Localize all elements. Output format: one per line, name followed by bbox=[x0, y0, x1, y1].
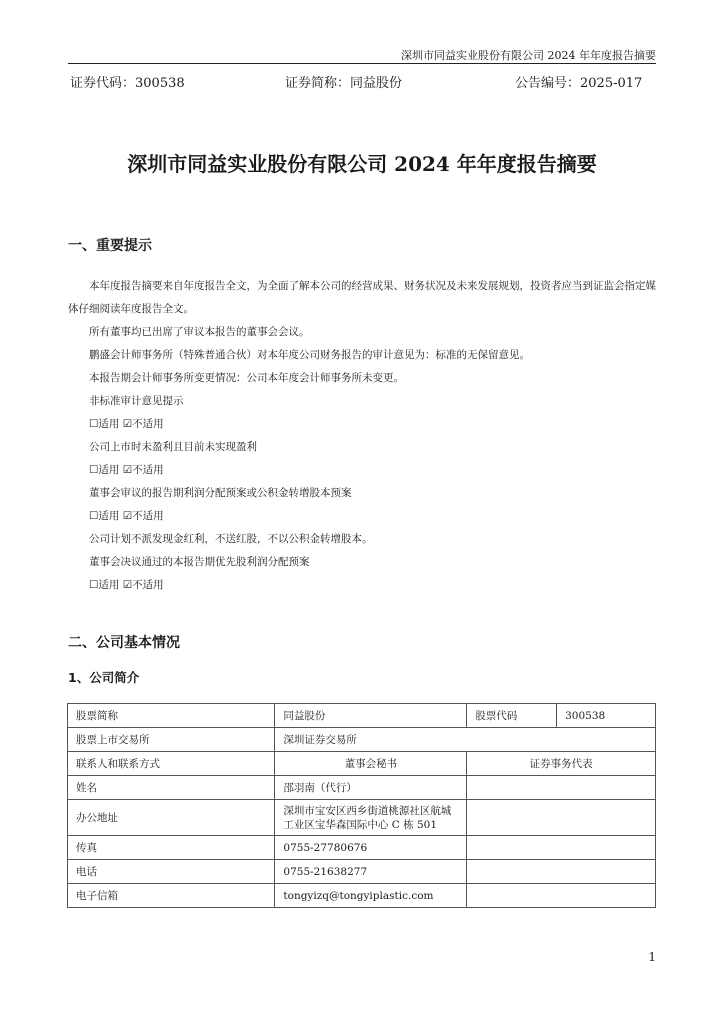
company-profile-table bbox=[67, 703, 656, 908]
paragraph: 所有董事均已出席了审议本报告的董事会会议。 bbox=[89, 326, 310, 338]
table-row bbox=[68, 884, 656, 908]
paragraph: 公司计划不派发现金红利，不送红股，不以公积金转增股本。 bbox=[89, 533, 373, 545]
table-label: 电话 bbox=[68, 860, 275, 884]
table-value: 邵羽南（代行） bbox=[275, 776, 467, 800]
section-heading-company-basics: 二、公司基本情况 bbox=[68, 635, 180, 651]
table-column-header: 证券事务代表 bbox=[467, 752, 656, 776]
table-value: 深圳证券交易所 bbox=[275, 728, 656, 752]
table-label: 股票简称 bbox=[68, 704, 275, 728]
table-label: 办公地址 bbox=[68, 800, 275, 836]
paragraph: 本年度报告摘要来自年度报告全文，为全面了解本公司的经营成果、财务状况及未来发展规划，投资者应当到证监会指定媒体仔细阅读年度报告全文。 bbox=[68, 280, 656, 315]
page-number: 1 bbox=[648, 950, 656, 964]
table-value: 0755-21638277 bbox=[275, 860, 467, 884]
table-row bbox=[68, 860, 656, 884]
table-row bbox=[68, 800, 656, 836]
header-divider bbox=[68, 63, 656, 64]
table-label: 传真 bbox=[68, 836, 275, 860]
table-row bbox=[68, 752, 656, 776]
document-title: 深圳市同益实业股份有限公司 2024 年年度报告摘要 bbox=[127, 152, 597, 176]
table-label: 联系人和联系方式 bbox=[68, 752, 275, 776]
paragraph: 董事会审议的报告期利润分配预案或公积金转增股本预案 bbox=[89, 487, 352, 499]
table-value: 0755-27780676 bbox=[275, 836, 467, 860]
table-value bbox=[467, 836, 656, 860]
table-row bbox=[68, 776, 656, 800]
checkbox-line: ☐适用 ☑不适用 bbox=[89, 579, 164, 591]
table-column-header: 董事会秘书 bbox=[275, 752, 467, 776]
table-value bbox=[467, 776, 656, 800]
checkbox-line: ☐适用 ☑不适用 bbox=[89, 510, 164, 522]
paragraph: 鹏盛会计师事务所（特殊普通合伙）对本年度公司财务报告的审计意见为：标准的无保留意见。 bbox=[89, 349, 530, 361]
table-value bbox=[467, 860, 656, 884]
checkbox-line: ☐适用 ☑不适用 bbox=[89, 418, 164, 430]
table-value: 同益股份 bbox=[275, 704, 467, 728]
stock-abbreviation: 证券简称：同益股份 bbox=[285, 76, 403, 91]
running-header: 深圳市同益实业股份有限公司 2024 年年度报告摘要 bbox=[401, 49, 656, 62]
table-row bbox=[68, 728, 656, 752]
table-value bbox=[467, 800, 656, 836]
table-label: 股票上市交易所 bbox=[68, 728, 275, 752]
table-label: 股票代码 bbox=[467, 704, 557, 728]
table-label: 电子信箱 bbox=[68, 884, 275, 908]
table-row bbox=[68, 836, 656, 860]
table-value: tongyizq@tongyiplastic.com bbox=[275, 884, 467, 908]
paragraph: 董事会决议通过的本报告期优先股利润分配预案 bbox=[89, 556, 310, 568]
paragraph: 非标准审计意见提示 bbox=[89, 395, 184, 407]
subsection-heading-company-profile: 1、公司简介 bbox=[68, 670, 140, 685]
table-value: 深圳市宝安区西乡街道桃源社区航城工业区宝华森国际中心 C 栋 501 bbox=[275, 800, 467, 836]
table-row bbox=[68, 704, 656, 728]
important-notice-body bbox=[68, 275, 658, 597]
table-value: 300538 bbox=[557, 704, 656, 728]
paragraph: 公司上市时未盈利且目前未实现盈利 bbox=[89, 441, 257, 453]
paragraph: 本报告期会计师事务所变更情况：公司本年度会计师事务所未变更。 bbox=[89, 372, 404, 384]
table-value bbox=[467, 884, 656, 908]
checkbox-line: ☐适用 ☑不适用 bbox=[89, 464, 164, 476]
table-label: 姓名 bbox=[68, 776, 275, 800]
stock-code: 证券代码：300538 bbox=[70, 76, 185, 91]
section-heading-important-notice: 一、重要提示 bbox=[68, 238, 152, 254]
notice-number: 公告编号：2025-017 bbox=[515, 76, 643, 91]
